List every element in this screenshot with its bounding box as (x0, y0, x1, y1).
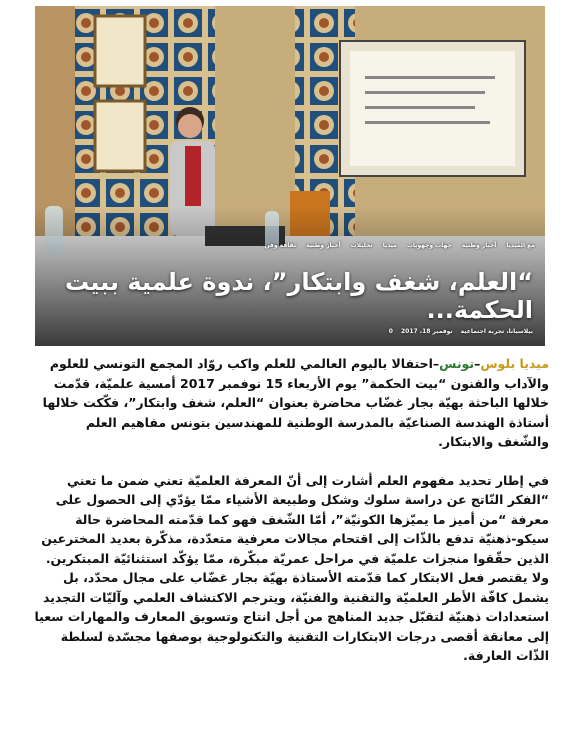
category-tag[interactable]: ثقافة وفن (264, 242, 297, 249)
article-meta (389, 328, 533, 335)
hero-image[interactable] (35, 6, 545, 346)
category-tags (265, 242, 535, 249)
separator: – (432, 356, 440, 371)
category-tag[interactable]: أخبار وطنية (461, 242, 497, 249)
comment-count[interactable]: 0 (388, 328, 393, 335)
site-name: ميديا بلوس (480, 356, 549, 371)
separator: – (474, 356, 481, 371)
category-tag[interactable]: أخبار وطنية (306, 242, 341, 249)
article-paragraph (34, 354, 549, 452)
category-tag[interactable]: ميديا (382, 242, 397, 249)
paragraph-text: احتفالا باليوم العالمي للعلم واكب روّاد المجمع التونسي للعلوم والآداب والفنون “بيت الحكمة” يوم الأربعاء 15 نوفمبر 2017 أمسية علميّة، قدّمت خلالها الباحثة بهيّة بجار غضّاب محاضرة بعنوان “العلم، شغف وابتكار”، فكّكت خلالها أستاذة الهندسة الصناعيّة بالمدرسة الوطنية للمهندسين بتونس مفاهيم العلم والشّغف والابتكار. (42, 356, 549, 449)
category-tag[interactable]: تحليلات (350, 242, 373, 249)
article-body (34, 354, 549, 685)
author-name[interactable]: بيلاسيانا، تجربة اجتماعية (460, 328, 533, 335)
article-title[interactable]: “العلم، شغف وابتكار”، ندوة علمية ببيت الحكمة... (64, 268, 533, 324)
category-tag[interactable]: جهات وجهويات (406, 242, 452, 249)
category-tag[interactable]: مع الميديا (506, 242, 535, 249)
publish-date: نوفمبر 18، 2017 (400, 328, 453, 335)
city-name: تونس (439, 356, 475, 371)
article-paragraph: في إطار تحديد مفهوم العلم أشارت إلى أنّ المعرفة العلميّة تعني ضمن ما تعني “الفكر النّاتج عن دراسة سلوك وشكل وطبيعة الأشياء ممّا يؤدّي إلى الحصول على معرفة “من أميز ما يميّزها الكونيّة”، أمّا الشّغف فهو كما قدّمته المحاضرة حالة سيكو-ذهنيّة تدفع بالذّات إلى اقتحام مجالات معرفية متعدّدة، مذكّرة بعديد المخترعين الذين حقّقوا منجزات علميّة في مراحل عمريّة مبكّرة، ممّا يؤكّد استثنائيّة المبتكرين. ولا يقتصر فعل الابتكار كما قدّمته الأستاذة بهيّة بجار غضّاب على مجال محدّد، بل يشمل كافّة الأطر العلميّة والتقنية والفنيّة، ويترجم الاكتشاف العلمي وآليّات التجديد استعدادات ذهنيّة لتقبّل جديد المناهج من أجل انتاج وتسويق المعارف والمهارات سعيا إلى معانقة أقصى درجات الابتكارات التقنية والتكنولوجية بوصفها مجسّدة لسلطة الذّات العارفة. (34, 472, 549, 663)
